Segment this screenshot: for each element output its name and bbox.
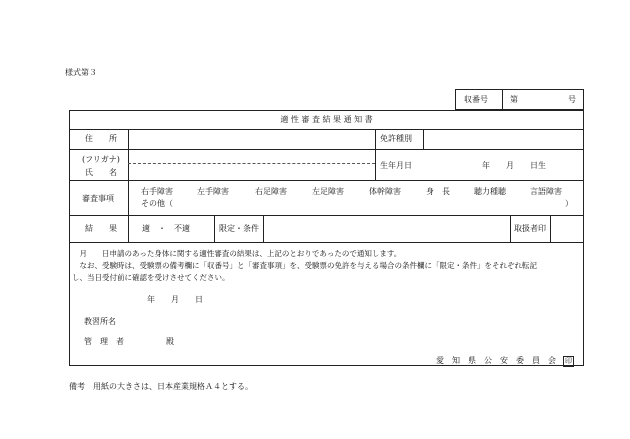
result-value: 適 ・ 不適 xyxy=(142,224,190,233)
form-number-label: 様式第３ xyxy=(65,68,97,77)
address-label: 住 所 xyxy=(85,134,117,143)
condition-label: 限定・条件 xyxy=(219,224,259,233)
exam-item-speech: 言語障害 xyxy=(530,187,562,196)
issuer-name: 愛 知 県 公 安 委 員 会 xyxy=(436,356,556,365)
exam-item-trunk: 体幹障害 xyxy=(369,187,401,196)
receipt-number-label: 収番号 xyxy=(464,95,488,104)
exam-items-label: 審査事項 xyxy=(82,194,114,203)
issuer-seal: 印 xyxy=(565,357,572,365)
notice-line-1: 月 日申請のあった身体に関する適性審査の結果は、上記のとおりであったので通知します。 xyxy=(72,249,402,258)
driving-school-label: 教習所名 xyxy=(84,317,116,326)
exam-item-other: その他（ xyxy=(141,199,173,208)
receipt-number-suffix: 号 xyxy=(568,95,576,104)
result-label: 結 果 xyxy=(85,224,117,233)
exam-item-right-hand: 右手障害 xyxy=(141,187,173,196)
receipt-number-prefix: 第 xyxy=(510,95,518,104)
footnote: 備考 用紙の大きさは、日本産業規格Ａ４とする。 xyxy=(69,382,253,391)
license-type-label: 免許種別 xyxy=(380,134,412,143)
manager-label: 管 理 者 xyxy=(84,337,124,346)
exam-item-left-foot: 左足障害 xyxy=(312,187,344,196)
exam-item-hearing: 聴力種聴 xyxy=(474,187,506,196)
name-label: 氏 名 xyxy=(85,168,117,177)
handler-seal-label: 取扱者印 xyxy=(514,224,546,233)
form-title: 適 性 審 査 結 果 通 知 書 xyxy=(280,115,373,124)
exam-item-right-foot: 右足障害 xyxy=(255,187,287,196)
manager-suffix: 殿 xyxy=(166,337,174,346)
birthdate-label: 生年月日 xyxy=(380,161,412,170)
birthdate-value: 年 月 日生 xyxy=(482,161,546,170)
exam-item-height: 身 長 xyxy=(426,187,450,196)
notice-line-3: し、当日受付前に確認を受けさせてください。 xyxy=(72,273,230,282)
notice-line-2: なお、受験時は、受験票の備考欄に「収番号」と「審査事項」を、受験票の免許を与える場合の条件欄に「限定・条件」をそれぞれ転記 xyxy=(72,261,537,270)
notice-date: 年 月 日 xyxy=(147,295,203,304)
exam-item-other-close: ） xyxy=(565,199,573,208)
exam-item-left-hand: 左手障害 xyxy=(197,187,229,196)
furigana-label: (フリガナ) xyxy=(82,155,120,164)
